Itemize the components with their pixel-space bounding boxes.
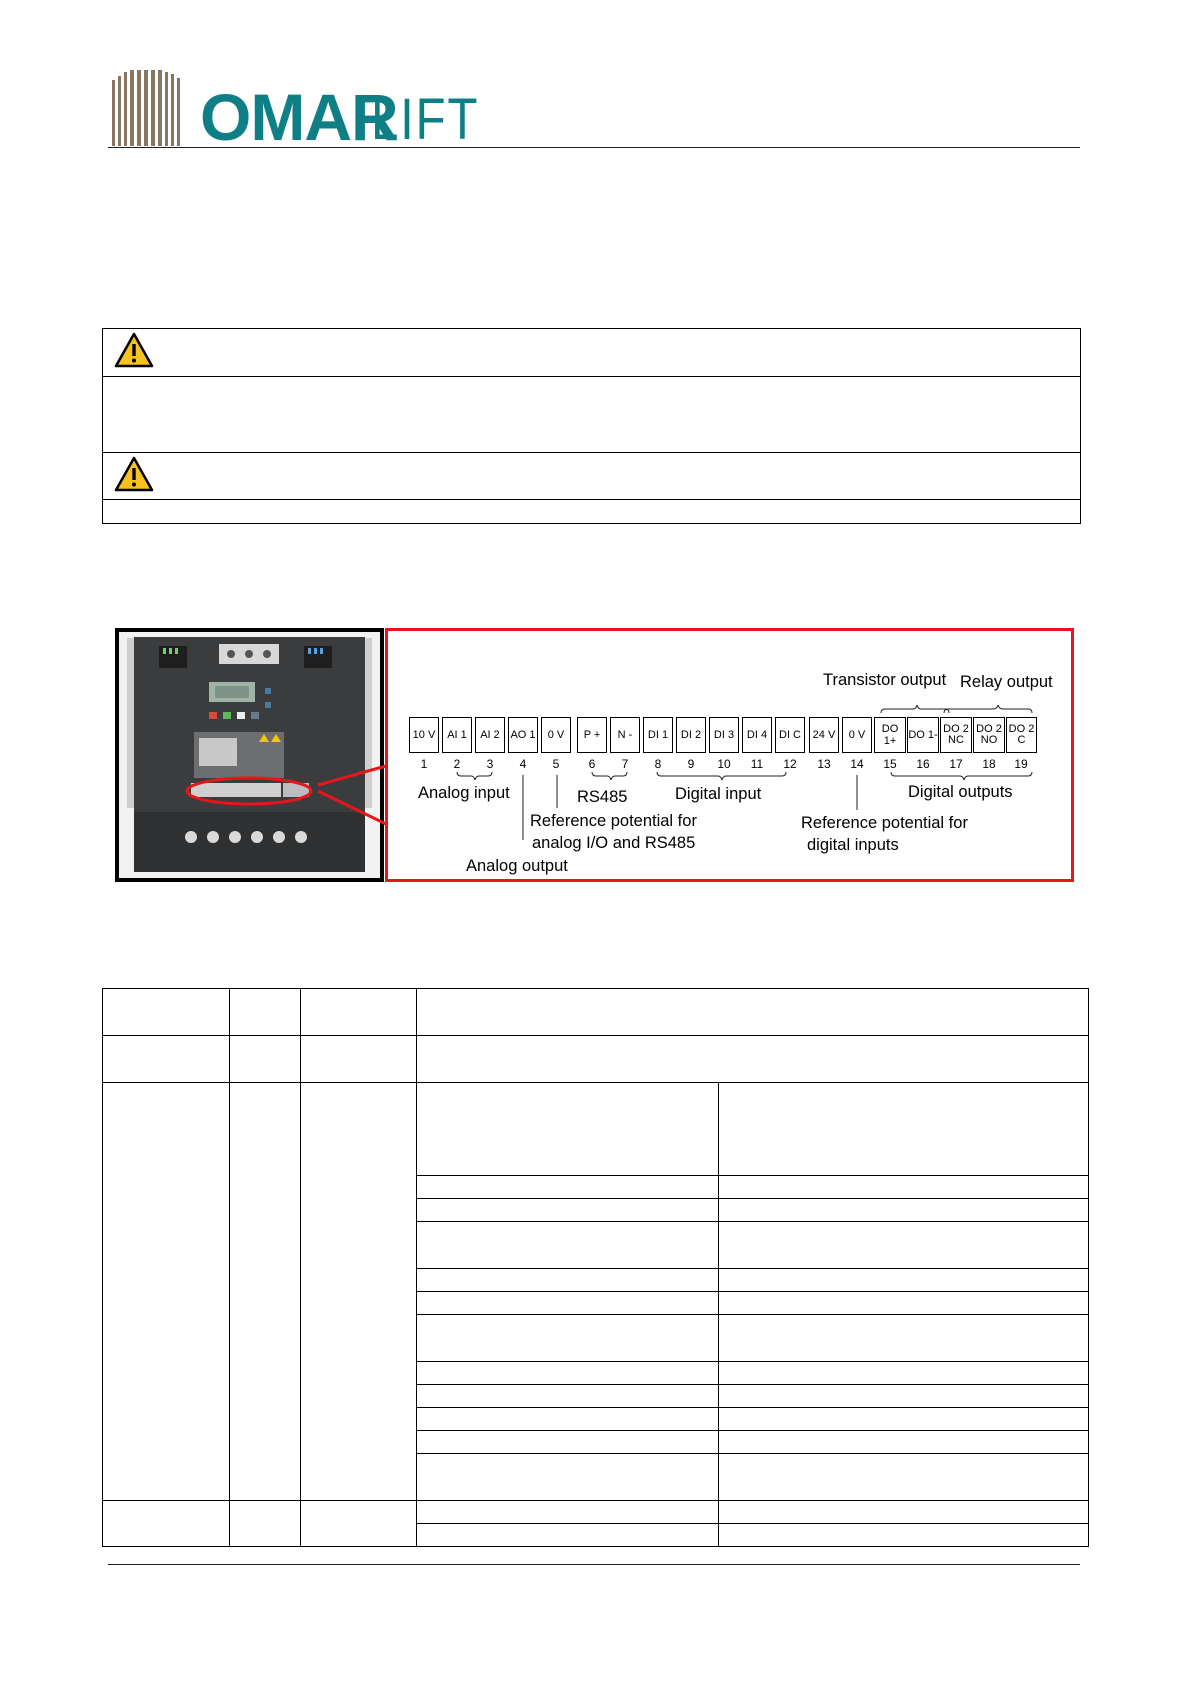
label-digital-input: Digital input [675,785,762,803]
logo-text-omar: OMAR [200,80,398,154]
terminal: DI 2 [676,717,706,753]
warning-divider [103,452,1080,453]
terminal: 0 V [842,717,872,753]
logo-bars-icon [112,70,184,146]
terminal-number: 7 [621,757,629,771]
terminal-number: 5 [552,757,560,771]
terminal: DI 1 [643,717,673,753]
terminal: DI 3 [709,717,739,753]
label-analog-output: Analog output [466,857,568,875]
header-rule [108,147,1080,148]
label-ref-analog: Reference potential for [530,812,697,830]
footer-rule [108,1564,1080,1565]
terminal: AO 1 [508,717,538,753]
label-digital-outputs: Digital outputs [908,783,1013,801]
terminal: 24 V [809,717,839,753]
terminal: P + [577,717,607,753]
terminal: DO 1+ [874,717,906,753]
terminal-number: 1 [420,757,428,771]
warning-divider [103,499,1080,500]
terminal: N - [610,717,640,753]
spec-table [102,988,1089,1547]
warning-divider [103,376,1080,377]
terminal-number: 2 [453,757,461,771]
terminal-number: 9 [687,757,695,771]
terminal-number: 4 [519,757,527,771]
logo-text-lift: LIFT [371,87,480,152]
warning-icon [113,455,155,493]
table-row [103,1083,1089,1176]
warning-icon [113,331,155,369]
terminal-number: 10 [717,757,731,771]
terminal-number: 14 [850,757,864,771]
terminal-number: 6 [588,757,596,771]
terminal: DI 4 [742,717,772,753]
warning-box [102,328,1081,524]
label-analog-input: Analog input [418,784,510,802]
terminal: AI 2 [475,717,505,753]
terminal: DO 2 NO [973,717,1005,753]
label-ref-digital: digital inputs [807,836,899,854]
label-ref-analog: analog I/O and RS485 [532,834,696,852]
terminal: AI 1 [442,717,472,753]
terminal: DO 2 NC [940,717,972,753]
terminal-number: 12 [783,757,797,771]
terminal: DI C [775,717,805,753]
terminal-number: 18 [982,757,996,771]
table-row [103,989,1089,1036]
terminal-number: 3 [486,757,494,771]
terminal: 0 V [541,717,571,753]
terminal-number: 16 [916,757,930,771]
terminal: 10 V [409,717,439,753]
label-relay-output: Relay output [960,673,1053,691]
inverter-photo [115,628,384,882]
label-ref-digital: Reference potential for [801,814,968,832]
terminal-number: 8 [654,757,662,771]
terminal-number: 11 [750,757,764,771]
terminal: DO 2 C [1006,717,1037,753]
table-row [103,1501,1089,1524]
label-transistor-output: Transistor output [823,671,947,689]
terminal-number: 13 [817,757,831,771]
table-row [103,1036,1089,1083]
inverter-image [119,632,380,878]
terminal-number: 19 [1014,757,1028,771]
terminal-number: 17 [949,757,963,771]
terminal: DO 1- [907,717,939,753]
label-rs485: RS485 [577,788,628,806]
diagram-brackets [385,690,1074,840]
terminal-number: 15 [883,757,897,771]
